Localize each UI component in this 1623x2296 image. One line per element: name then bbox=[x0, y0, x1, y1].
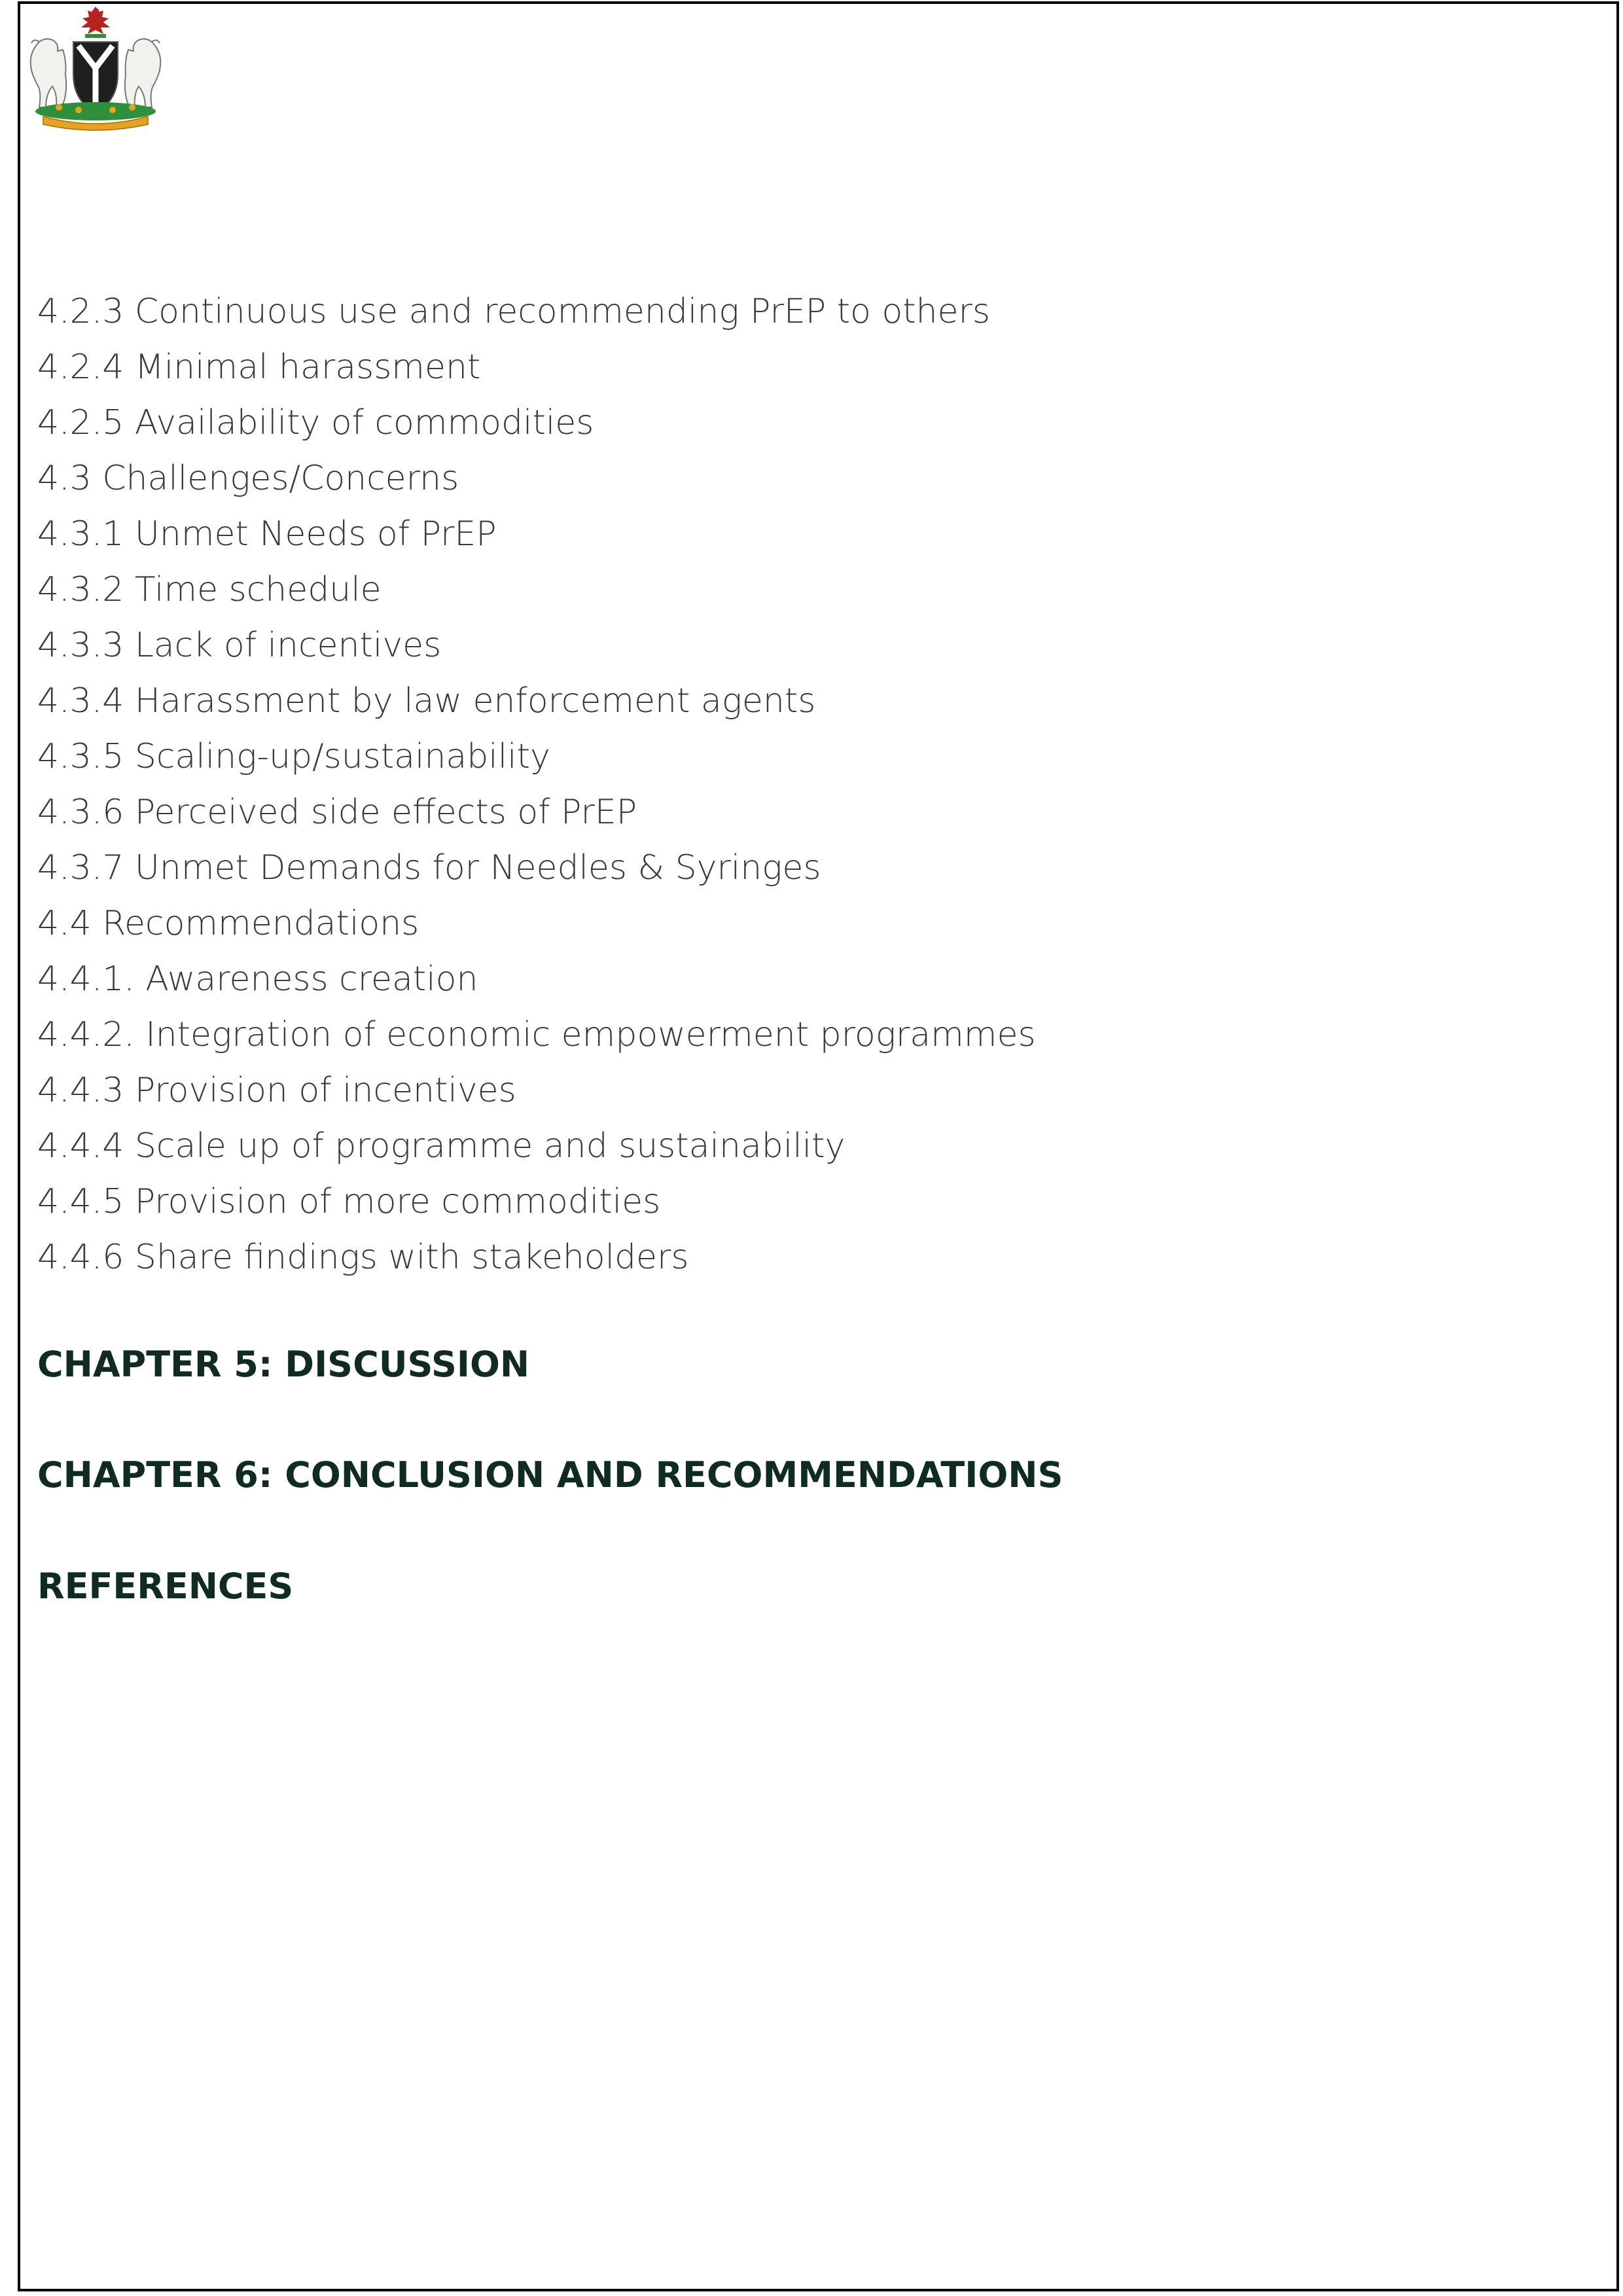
table-of-contents bbox=[37, 284, 1036, 1285]
horse-left-icon bbox=[31, 39, 66, 109]
horse-right-icon bbox=[125, 39, 160, 109]
toc-entry: 4.4.2. Integration of economic empowerment programmes bbox=[37, 1015, 1036, 1054]
toc-entry: 4.3.4 Harassment by law enforcement agents bbox=[37, 681, 816, 721]
toc-entry: 4.4.5 Provision of more commodities bbox=[37, 1182, 661, 1221]
chapter-5-heading: CHAPTER 5: DISCUSSION bbox=[37, 1344, 530, 1385]
toc-entry: 4.4 Recommendations bbox=[37, 904, 419, 943]
toc-entry: 4.3.6 Perceived side effects of PrEP bbox=[37, 793, 637, 832]
toc-entry: 4.3.5 Scaling-up/sustainability bbox=[37, 737, 550, 776]
eagle-icon bbox=[81, 7, 110, 38]
toc-entry: 4.2.5 Availability of commodities bbox=[37, 403, 594, 442]
nigeria-coat-of-arms-icon bbox=[20, 3, 171, 131]
toc-entry: 4.3.7 Unmet Demands for Needles & Syringes bbox=[37, 848, 821, 888]
toc-entry: 4.2.4 Minimal harassment bbox=[37, 348, 481, 387]
toc-entry: 4.3.2 Time schedule bbox=[37, 570, 382, 609]
toc-entry: 4.4.4 Scale up of programme and sustainability bbox=[37, 1126, 846, 1166]
toc-entry: 4.4.1. Awareness creation bbox=[37, 960, 478, 999]
toc-entry: 4.4.6 Share findings with stakeholders bbox=[37, 1238, 689, 1277]
toc-entry: 4.3.1 Unmet Needs of PrEP bbox=[37, 514, 497, 554]
grass-base-icon bbox=[35, 102, 156, 120]
chapter-6-heading: CHAPTER 6: CONCLUSION AND RECOMMENDATIONS bbox=[37, 1454, 1063, 1496]
toc-entry: 4.2.3 Continuous use and recommending PrEP to others bbox=[37, 292, 990, 331]
toc-entry: 4.3.3 Lack of incentives bbox=[37, 626, 442, 665]
references-heading: REFERENCES bbox=[37, 1566, 294, 1607]
toc-entry: 4.4.3 Provision of incentives bbox=[37, 1071, 516, 1110]
shield-icon bbox=[73, 42, 118, 113]
toc-entry: 4.3 Challenges/Concerns bbox=[37, 459, 459, 498]
